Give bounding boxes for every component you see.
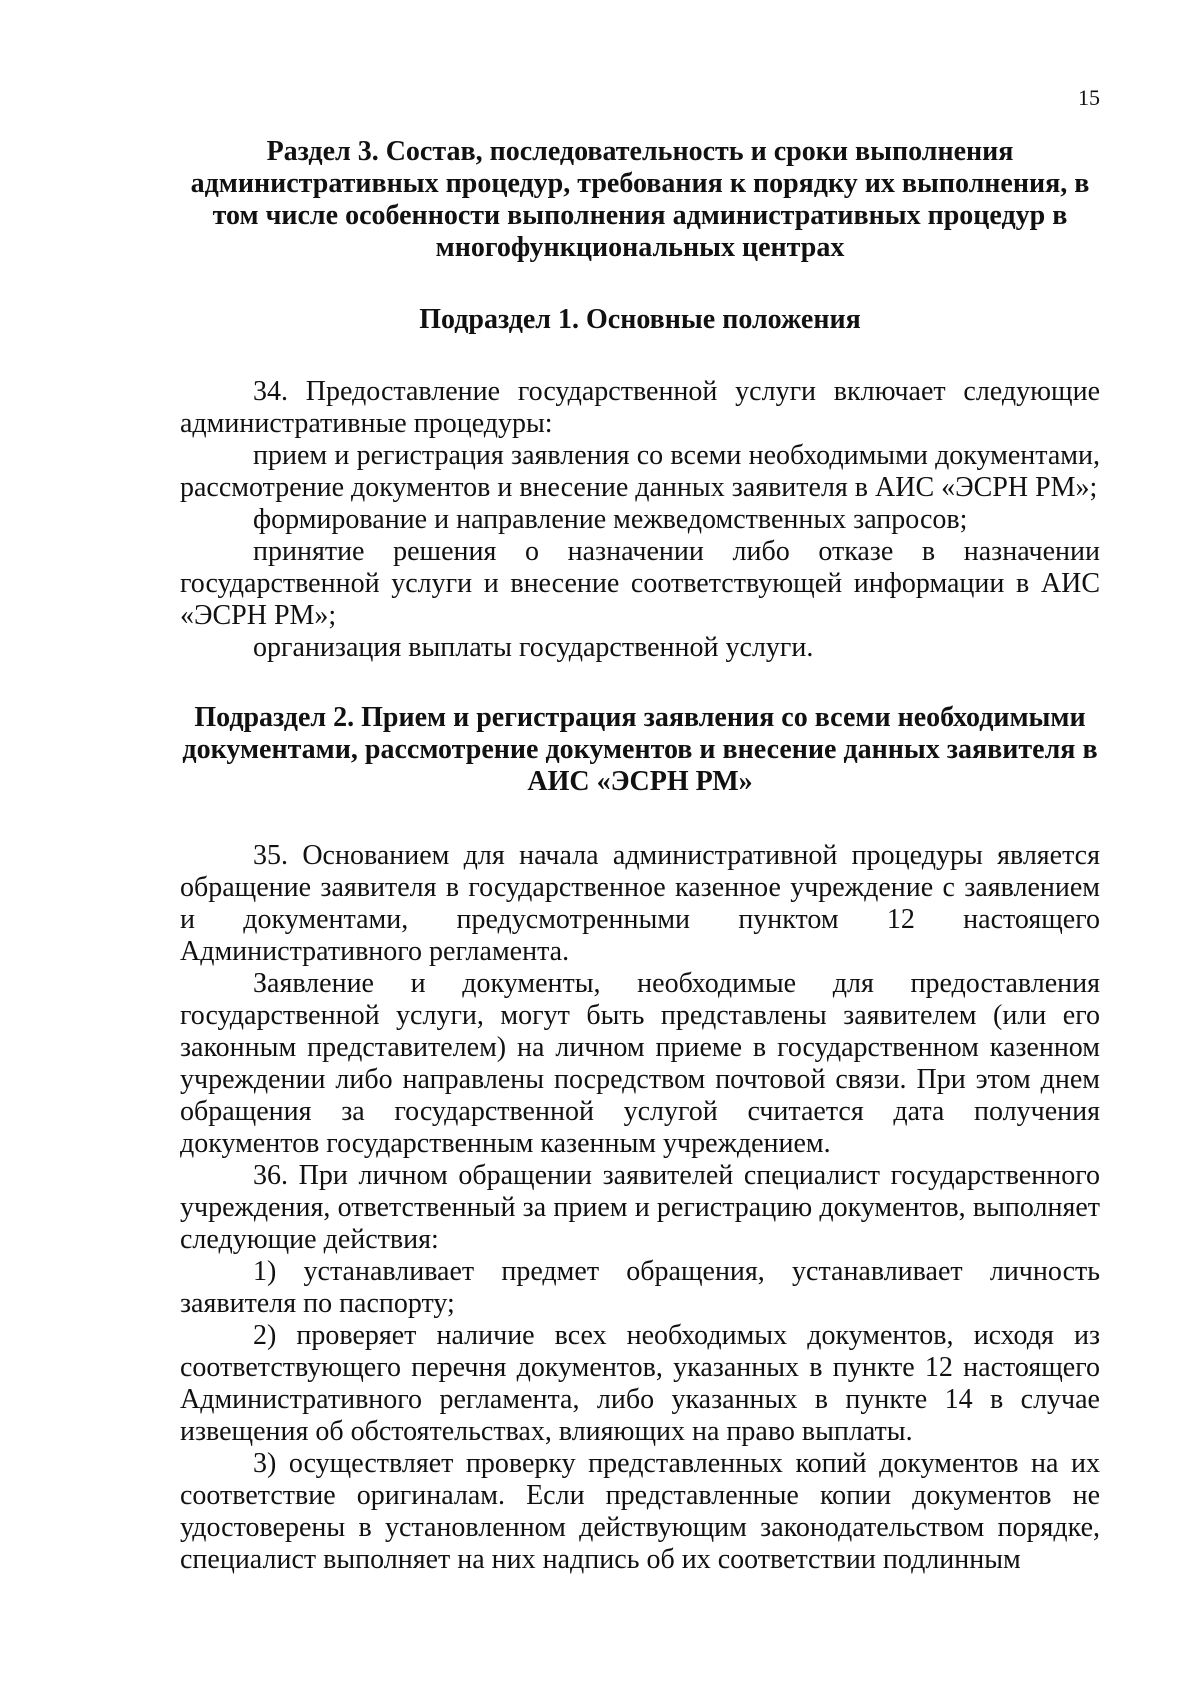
paragraph-36: 36. При личном обращении заявителей специалист государственного учреждения, ответственный за прием и регистрацию документов, выполняет следующие действия:	[180, 1160, 1100, 1255]
procedure-item: организация выплаты государственной услуги.	[253, 632, 814, 663]
action-item: 1) устанавливает предмет обращения, устанавливает личность заявителя по паспорту;	[180, 1256, 1100, 1319]
action-item: 2) проверяет наличие всех необходимых документов, исходя из соответствующего перечня документов, указанных в пункте 12 настоящего Административного регламента, либо указанных в пункте 14 в случае извещения об обстоятельствах, влияющих на право выплаты.	[180, 1320, 1100, 1447]
procedure-item: формирование и направление межведомственных запросов;	[253, 504, 968, 535]
section-heading	[180, 136, 1100, 264]
procedure-item: прием и регистрация заявления со всеми необходимыми документами, рассмотрение документов и внесение данных заявителя в АИС «ЭСРН РМ»;	[180, 440, 1100, 503]
subsection-2-heading-line: Подраздел 2. Прием и регистрация заявления со всеми необходимыми	[194, 702, 1086, 733]
subsection-2-heading-line: документами, рассмотрение документов и внесение данных заявителя в	[182, 734, 1098, 765]
section-heading-line: том числе особенности выполнения административных процедур в	[212, 200, 1068, 231]
paragraph-35-continuation: Заявление и документы, необходимые для предоставления государственной услуги, могут быть представлены заявителем (или его законным представителем) на личном приеме в государственном казенном учреждении либо направлены посредством почтовой связи. При этом днем обращения за государственной услугой считается дата получения документов государственным казенным учреждением.	[180, 968, 1100, 1159]
paragraph-35: 35. Основанием для начала административной процедуры является обращение заявителя в государственное казенное учреждение с заявлением и документами, предусмотренными пунктом 12 настоящего Административного регламента.	[180, 840, 1100, 967]
section-heading-line: многофункциональных центрах	[435, 232, 845, 263]
subsection-2-heading-line: АИС «ЭСРН РМ»	[527, 766, 753, 797]
document-body	[180, 136, 1100, 1576]
action-item: 3) осуществляет проверку представленных копий документов на их соответствие оригиналам. Если представленные копии документов не удостоверены в установленном действующим законодательством порядке, специалист выполняет на них надпись об их соответствии подлинным	[180, 1448, 1100, 1575]
page-number: 15	[1078, 85, 1100, 110]
paragraph-34: 34. Предоставление государственной услуги включает следующие административные процедуры:	[180, 376, 1100, 439]
section-heading-line: Раздел 3. Состав, последовательность и сроки выполнения	[266, 136, 1014, 167]
procedure-item: принятие решения о назначении либо отказе в назначении государственной услуги и внесение соответствующей информации в АИС «ЭСРН РМ»;	[180, 536, 1100, 631]
section-heading-line: административных процедур, требования к порядку их выполнения, в	[190, 168, 1090, 199]
subsection-1-heading: Подраздел 1. Основные положения	[419, 304, 861, 335]
subsection-2-heading	[180, 702, 1100, 798]
